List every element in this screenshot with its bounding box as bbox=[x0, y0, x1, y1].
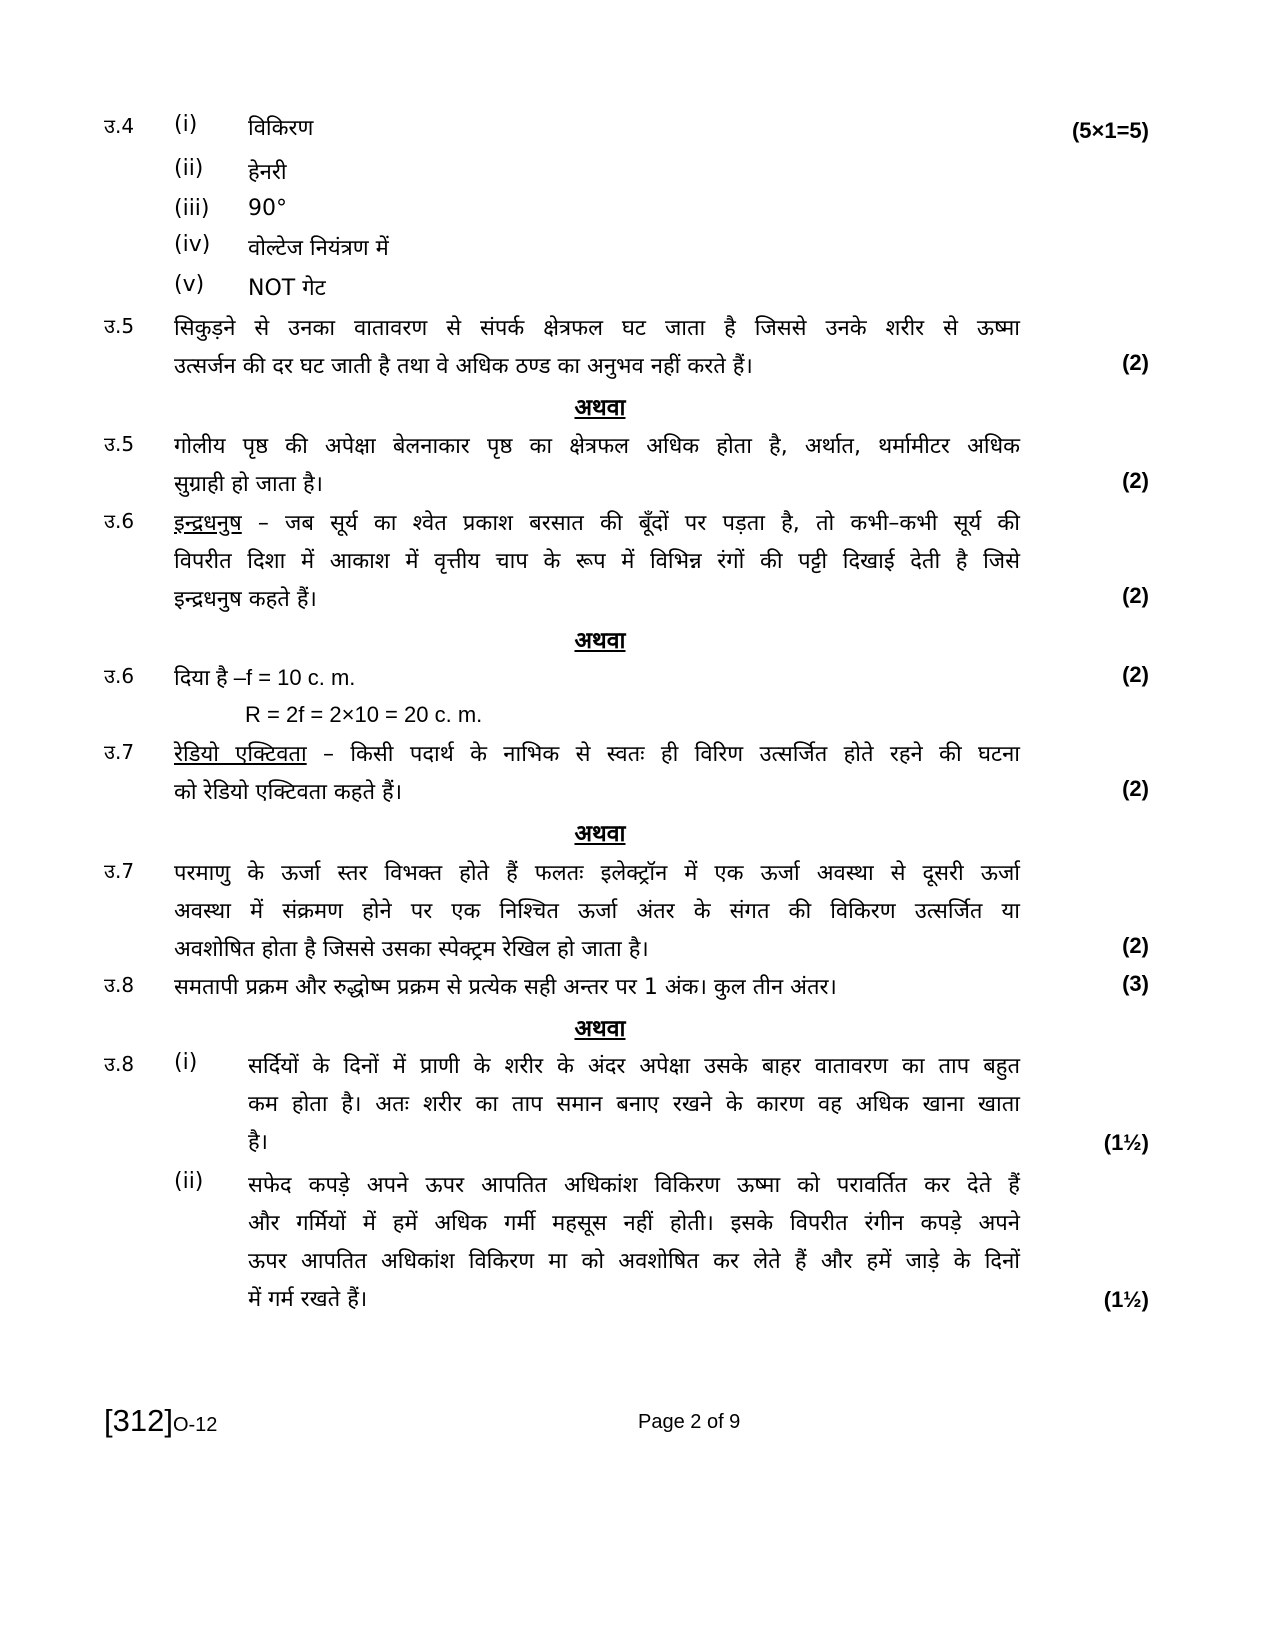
marks: (3) bbox=[1122, 971, 1149, 996]
paper-code bbox=[104, 1403, 217, 1439]
answer-text: दिया है –f = 10 c. m. bbox=[174, 665, 356, 690]
q5-line-1 bbox=[0, 312, 1275, 352]
answer-text: समतापी प्रक्रम और रुद्धोष्म प्रक्रम से प्रत्येक सही अन्तर पर 1 अंक। कुल तीन अंतर। bbox=[174, 975, 837, 1000]
marks: (1½) bbox=[1103, 1130, 1149, 1155]
marks: (5×1=5) bbox=[1071, 118, 1149, 143]
q4-item-1 bbox=[0, 112, 1275, 152]
q5-alt-line-1 bbox=[0, 430, 1275, 470]
q8-line-1 bbox=[0, 971, 1275, 1011]
marks: (1½) bbox=[1103, 1287, 1149, 1312]
roman-numeral: (iii) bbox=[174, 196, 210, 221]
answer-text: सुग्राही हो जाता है। bbox=[174, 472, 323, 497]
or-heading: अथवा bbox=[574, 821, 626, 847]
question-number: उ.6 bbox=[104, 664, 135, 688]
answer-text: ऊपर आपतित अधिकांश विकिरण मा को अवशोषित कर लेते हैं और हमें जाड़े के दिनों bbox=[248, 1249, 1020, 1274]
roman-numeral: (ii) bbox=[174, 1169, 204, 1194]
or-heading: अथवा bbox=[574, 628, 626, 654]
question-number: उ.4 bbox=[104, 114, 135, 138]
q8-alt-ii-line-4 bbox=[0, 1283, 1275, 1323]
q7-alt-line-3 bbox=[0, 933, 1275, 973]
q6-alt-line-1 bbox=[0, 662, 1275, 702]
answer-text: कम होता है। अतः शरीर का ताप समान बनाए रखने के कारण वह अधिक खाना खाता bbox=[248, 1092, 1020, 1117]
q8-alt-i-line-1 bbox=[0, 1050, 1275, 1090]
answer-text: उत्सर्जन की दर घट जाती है तथा वे अधिक ठण्ड का अनुभव नहीं करते हैं। bbox=[174, 354, 753, 379]
answer-text: गोलीय पृष्ठ की अपेक्षा बेलनाकार पृष्ठ का क्षेत्रफल अधिक होता है, अर्थात, थर्मामीटर अधिक bbox=[174, 434, 1020, 459]
question-number: उ.7 bbox=[104, 859, 135, 883]
q7-line-2 bbox=[0, 776, 1275, 816]
roman-numeral: (ii) bbox=[174, 156, 204, 181]
q6-line-3 bbox=[0, 583, 1275, 623]
q8-alt-i-line-2 bbox=[0, 1088, 1275, 1128]
marks: (2) bbox=[1122, 583, 1149, 608]
roman-numeral: (i) bbox=[174, 112, 198, 137]
paper-code-suffix: O-12 bbox=[172, 1414, 218, 1436]
or-heading: अथवा bbox=[574, 1016, 626, 1042]
answer-text: NOT गेट bbox=[248, 276, 326, 301]
or-heading: अथवा bbox=[574, 395, 626, 421]
term: इन्द्रधनुष bbox=[174, 511, 242, 536]
question-number: उ.8 bbox=[104, 973, 135, 997]
answer-text: और गर्मियों में हमें अधिक गर्मी महसूस नहीं होती। इसके विपरीत रंगीन कपड़े अपने bbox=[248, 1211, 1020, 1236]
question-number: उ.6 bbox=[104, 509, 135, 533]
q7-alt-line-2 bbox=[0, 895, 1275, 935]
marks: (2) bbox=[1122, 350, 1149, 375]
answer-text: परमाणु के ऊर्जा स्तर विभक्त होते हैं फलतः इलेक्ट्रॉन में एक ऊर्जा अवस्था से दूसरी ऊर्जा bbox=[174, 861, 1020, 886]
q8-alt-ii-line-1 bbox=[0, 1169, 1275, 1209]
q4-item-5 bbox=[0, 272, 1275, 312]
question-number: उ.5 bbox=[104, 432, 135, 456]
q8-alt-ii-line-3 bbox=[0, 1245, 1275, 1285]
answer-text: है। bbox=[248, 1130, 269, 1155]
q7-line-1 bbox=[0, 738, 1275, 778]
q4-item-3 bbox=[0, 196, 1275, 236]
answer-text: अवशोषित होता है जिससे उसका स्पेक्ट्रम रेखिल हो जाता है। bbox=[174, 937, 649, 962]
q5-alt-line-2 bbox=[0, 468, 1275, 508]
question-number: उ.8 bbox=[104, 1052, 135, 1076]
roman-numeral: (iv) bbox=[174, 232, 211, 257]
roman-numeral: (i) bbox=[174, 1050, 198, 1075]
q7-alt-line-1 bbox=[0, 857, 1275, 897]
question-number: उ.7 bbox=[104, 740, 135, 764]
answer-text: विपरीत दिशा में आकाश में वृत्तीय चाप के रूप में विभिन्न रंगों की पट्टी दिखाई देती है जिसे bbox=[174, 549, 1020, 574]
answer-text: सिकुड़ने से उनका वातावरण से संपर्क क्षेत्रफल घट जाता है जिससे उनके शरीर से ऊष्मा bbox=[174, 316, 1020, 341]
answer-text: में गर्म रखते हैं। bbox=[248, 1287, 368, 1312]
answer-text: विकिरण bbox=[248, 116, 314, 141]
answer-text: अवस्था में संक्रमण होने पर एक निश्चित ऊर्जा अंतर के संगत की विकिरण उत्सर्जित या bbox=[174, 899, 1020, 924]
roman-numeral: (v) bbox=[174, 272, 205, 297]
q8-alt-ii-line-2 bbox=[0, 1207, 1275, 1247]
answer-text: सफेद कपड़े अपने ऊपर आपतित अधिकांश विकिरण ऊष्मा को परावर्तित कर देते हैं bbox=[248, 1173, 1020, 1198]
q6-alt-line-2 bbox=[0, 702, 1275, 742]
q6-line-1 bbox=[0, 507, 1275, 547]
marks: (2) bbox=[1122, 933, 1149, 958]
answer-text: को रेडियो एक्टिवता कहते हैं। bbox=[174, 780, 403, 805]
q6-line-2 bbox=[0, 545, 1275, 585]
answer-text: सर्दियों के दिनों में प्राणी के शरीर के अंदर अपेक्षा उसके बाहर वातावरण का ताप बहुत bbox=[248, 1054, 1020, 1079]
answer-text: वोल्टेज नियंत्रण में bbox=[248, 236, 389, 261]
page-number: Page 2 of 9 bbox=[638, 1411, 741, 1433]
answer-text: इन्द्रधनुष कहते हैं। bbox=[174, 587, 317, 612]
answer-text: रेडियो एक्टिवता – किसी पदार्थ के नाभिक से स्वतः ही विरिण उत्सर्जित होते रहने की घटना bbox=[174, 742, 1020, 767]
q4-item-2 bbox=[0, 156, 1275, 196]
question-number: उ.5 bbox=[104, 314, 135, 338]
answer-text: R = 2f = 2×10 = 20 c. m. bbox=[245, 702, 483, 727]
answer-text: 90° bbox=[248, 196, 287, 221]
answer-text: हेनरी bbox=[248, 160, 287, 185]
term: रेडियो एक्टिवता bbox=[174, 742, 307, 767]
marks: (2) bbox=[1122, 468, 1149, 493]
q5-line-2 bbox=[0, 350, 1275, 390]
marks: (2) bbox=[1122, 662, 1149, 687]
paper-code-main: [312] bbox=[104, 1403, 173, 1438]
q8-alt-i-line-3 bbox=[0, 1126, 1275, 1166]
answer-text: इन्द्रधनुष – जब सूर्य का श्वेत प्रकाश बरसात की बूँदों पर पड़ता है, तो कभी–कभी सूर्य की bbox=[174, 511, 1020, 536]
marks: (2) bbox=[1122, 776, 1149, 801]
q4-item-4 bbox=[0, 232, 1275, 272]
